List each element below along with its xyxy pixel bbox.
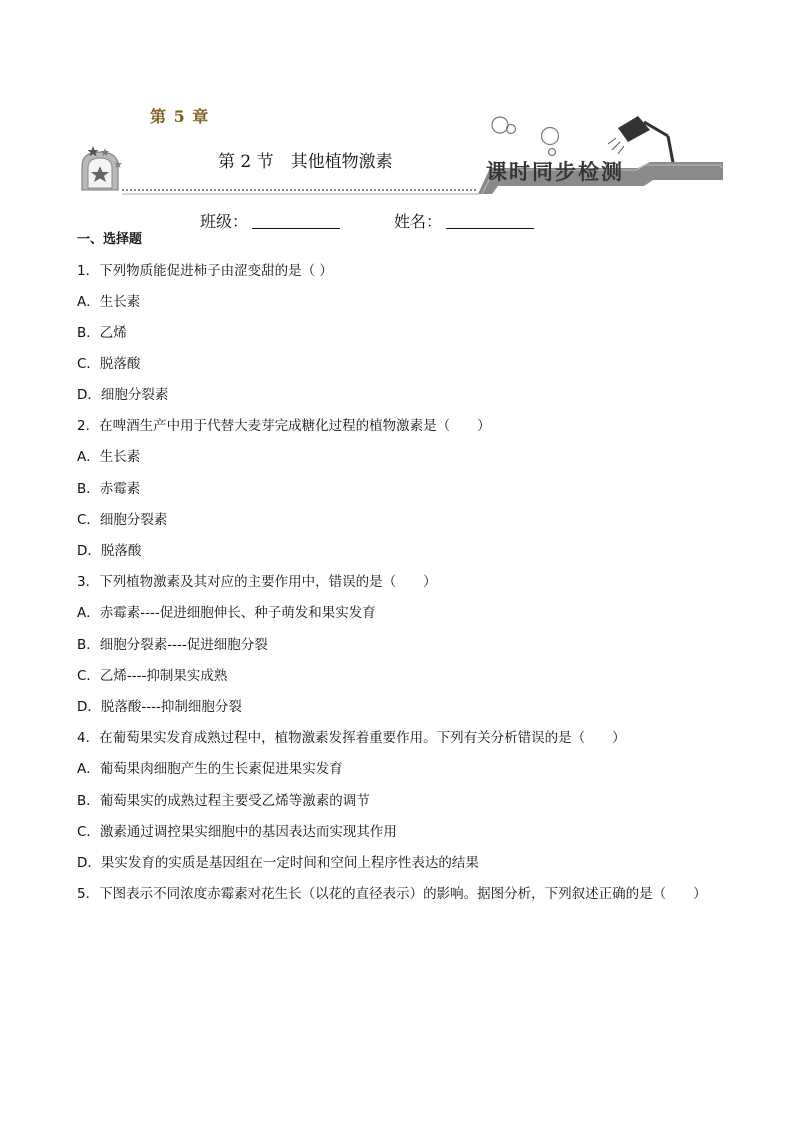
question-4-option-c: C．激素通过调控果实细胞中的基因表达而实现其作用 <box>77 824 397 840</box>
section-heading: 一、选择题 <box>77 232 143 247</box>
question-4-option-d: D．果实发育的实质是基因组在一定时间和空间上程序性表达的结果 <box>77 855 479 871</box>
name-input-line[interactable] <box>446 214 534 229</box>
bubbles-icon <box>492 117 559 156</box>
badge-title: 课时同步检测 <box>486 159 624 184</box>
class-input-line[interactable] <box>252 214 340 229</box>
question-1-option-d: D．细胞分裂素 <box>77 387 169 403</box>
question-1-option-a: A．生长素 <box>77 294 141 310</box>
question-4-stem: 4．在葡萄果实发育成熟过程中，植物激素发挥着重要作用。下列有关分析错误的是（ ） <box>77 730 626 746</box>
class-label: 班级： <box>200 212 249 231</box>
question-2-option-b: B．赤霉素 <box>77 481 141 497</box>
question-3-option-c: C．乙烯----抑制果实成熟 <box>77 668 228 684</box>
section-title: 第 2 节 其他植物激素 <box>218 152 393 172</box>
question-2-option-c: C．细胞分裂素 <box>77 512 168 528</box>
question-4-option-b: B．葡萄果实的成熟过程主要受乙烯等激素的调节 <box>77 793 370 809</box>
question-1-stem: 1．下列物质能促进柿子由涩变甜的是（ ） <box>77 263 333 279</box>
question-4-option-a: A．葡萄果肉细胞产生的生长素促进果实发育 <box>77 761 343 777</box>
question-5-stem: 5．下图表示不同浓度赤霉素对花生长（以花的直径表示）的影响。据图分析，下列叙述正确的是（ ） <box>77 886 707 902</box>
name-field <box>394 209 534 232</box>
question-2-option-d: D．脱落酸 <box>77 543 142 559</box>
question-1-option-c: C．脱落酸 <box>77 356 141 372</box>
question-2-stem: 2．在啤酒生产中用于代替大麦芽完成糖化过程的植物激素是（ ） <box>77 418 491 434</box>
question-3-option-b: B．细胞分裂素----促进细胞分裂 <box>77 637 268 653</box>
question-2-option-a: A．生长素 <box>77 449 141 465</box>
question-3-option-d: D．脱落酸----抑制细胞分裂 <box>77 699 242 715</box>
name-label: 姓名： <box>394 212 443 231</box>
question-3-stem: 3．下列植物激素及其对应的主要作用中，错误的是（ ） <box>77 574 437 590</box>
class-field <box>200 209 340 232</box>
question-1-option-b: B．乙烯 <box>77 325 127 341</box>
chapter-label: 第 5 章 <box>150 107 210 126</box>
star-badge-icon <box>82 146 122 190</box>
question-3-option-a: A．赤霉素----促进细胞伸长、种子萌发和果实发育 <box>77 605 376 621</box>
